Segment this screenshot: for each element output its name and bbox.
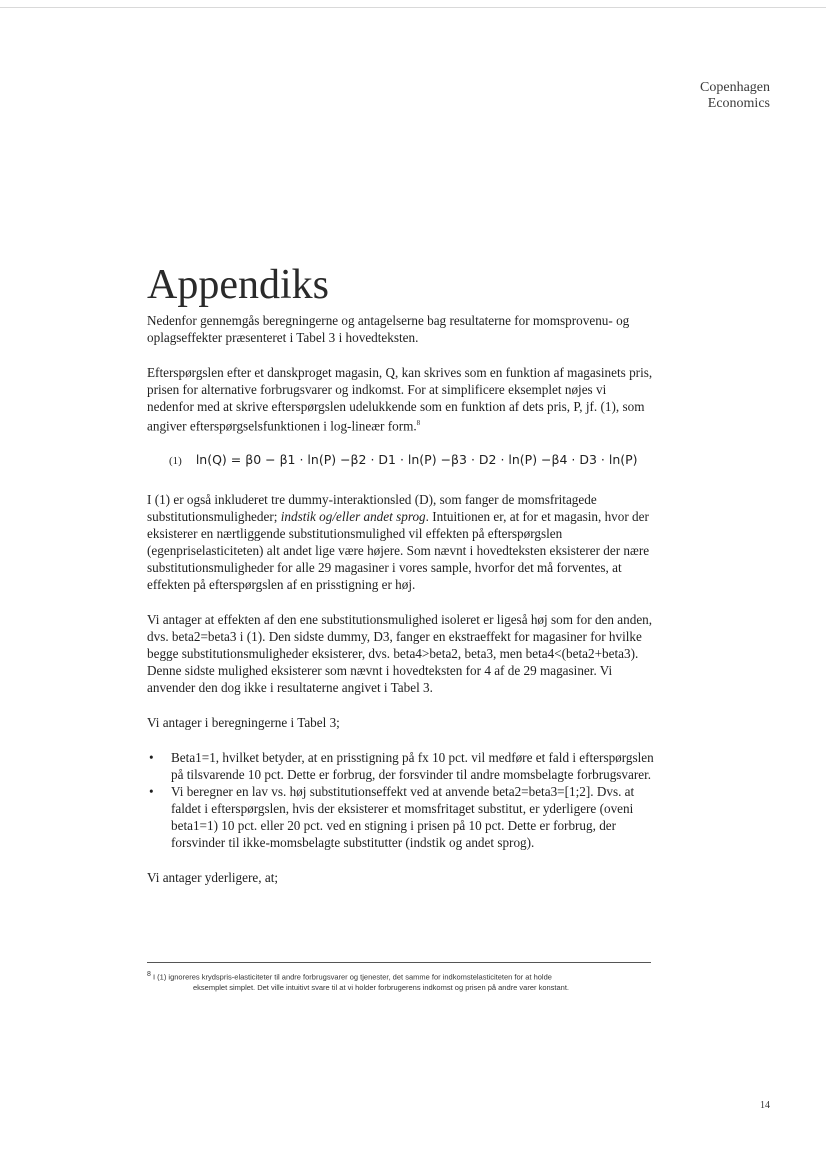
equation-number: (1) <box>169 455 182 468</box>
paragraph-demand-text: Efterspørgslen efter et danskproget magasin, Q, kan skrives som en funktion af magasinets pris, prisen for alternative forbrugsvarer og indkomst. For at simplificere eksemplet nøjes vi nedenfor med at skrive efterspørgslen udelukkende som en funktion af dets pris, P, jf. (1), som angiver efterspørgselsfunktionen i log-lineær form. <box>147 365 653 434</box>
equation-text: ln(Q) = β0 − β1 · ln(P) −β2 · D1 · ln(P) −β3 · D2 · ln(P) −β4 · D3 · ln(P) <box>195 452 638 468</box>
paragraph-intro: Nedenfor gennemgås beregningerne og antagelserne bag resultaterne for momsprovenu- og oplagseffekter præsenteret i Tabel 3 i hovedteksten. <box>147 313 630 345</box>
footnote-reference: 8 <box>416 419 421 427</box>
footnote-line-1 <box>147 970 651 983</box>
paragraph-assumption: Vi antager at effekten af den ene substitutionsmulighed isoleret er ligeså høj som for den anden, dvs. beta2=beta3 i (1). Den sidste dummy, D3, fanger en ekstraeffekt for magasiner for hvilke begge substitutionsmuligheder eksisterer, dvs. beta4>beta2, beta3, men beta4<(beta2+beta3). Denne sidste mulighed eksisterer som nævnt i hovedteksten for 4 af de 29 magasiner. Vi anvender den dog ikke i resultaterne angivet i Tabel 3. <box>147 612 653 696</box>
paragraph-dummies-italic: indstik og/eller andet sprog <box>280 509 426 525</box>
paragraph-table-intro: Vi antager i beregningerne i Tabel 3; <box>147 715 340 731</box>
list-item: • Beta1=1, hvilket betyder, at en prisstigning på fx 10 pct. vil medføre et fald i efterspørgslen på tilsvarende 10 pct. Dette er forbrug, der forsvinder til andre momsbelagte forbrugsvarer. <box>147 749 655 783</box>
footnote <box>147 970 651 994</box>
equation-1 <box>169 452 655 467</box>
logo-line-1: Copenhagen <box>700 80 770 95</box>
footnote-divider <box>147 962 651 963</box>
logo-line-2: Economics <box>707 96 770 111</box>
paragraph-further: Vi antager yderligere, at; <box>147 870 279 886</box>
company-logo <box>700 80 770 112</box>
paragraph-demand <box>147 364 655 434</box>
footnote-marker: 8 <box>147 971 151 978</box>
assumption-list <box>147 749 655 851</box>
paragraph-dummies-text-a: I (1) er også inkluderet tre dummy-interaktionsled (D), som fanger de momsfritagede substitutionsmuligheder; <box>147 492 597 525</box>
paragraph-dummies-text-b: . Intuitionen er, at for et magasin, hvor der eksisterer en nærtliggende substitutionsmulighed vil effekten på efterspørgslen (egenpriselasticiteten) alt andet lige være højere. Som nævnt i hovedteksten eksisterer der nære substitutionsmuligheder for alle 29 magasiner i vores sample, hvorfor det må forventes, at effekten på efterspørgslen af en prisstigning er høj. <box>147 509 650 593</box>
page-title: Appendiks <box>147 262 329 308</box>
main-content <box>147 262 655 904</box>
page-number: 14 <box>760 1100 770 1111</box>
footnote-line-2: eksemplet simplet. Det ville intuitivt svare til at vi holder forbrugerens indkomst og prisen på andre varer konstant. <box>193 983 570 992</box>
top-rule <box>0 7 826 8</box>
list-item: • Vi beregner en lav vs. høj substitutionseffekt ved at anvende beta2=beta3=[1;2]. Dvs. at faldet i efterspørgslen, hvis der eksisterer et momsfritaget substitut, er yderligere (oveni beta1=1) 10 pct. eller 20 pct. ved en stigning i prisen på 10 pct. Dette er forbrug, der forsvinder til ikke-momsbelagte substitutter (indstik og andet sprog). <box>147 783 655 851</box>
footnote-line-1-text: I (1) ignoreres krydspris-elasticiteter til andre forbrugsvarer og tjenester, det samme for indkomstelasticiteten for at holde <box>153 972 552 982</box>
paragraph-dummies <box>147 491 655 593</box>
